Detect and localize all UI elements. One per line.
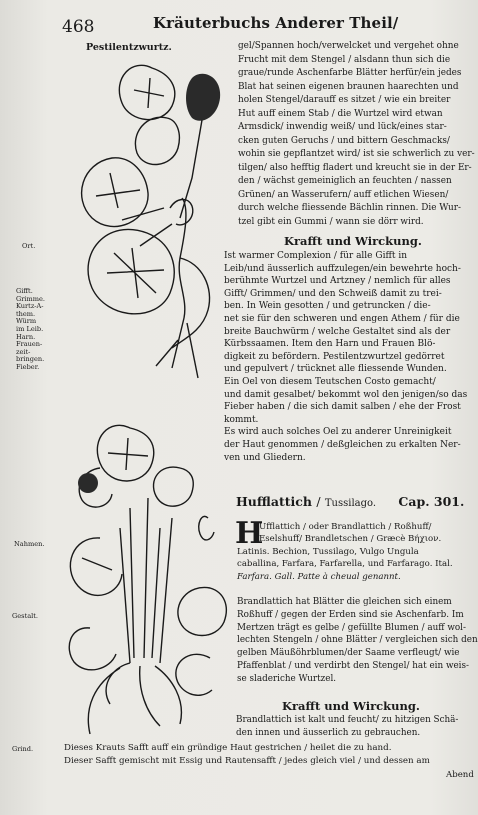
text-hufflattich-description: Brandlattich hat Blätter die gleichen sich einem Roßhuff / gegen der Erden sind sie Aschenfarb. Im Mertzen trägt es gelbe / gefüllte Blumen / auff wol- lechten Stengeln / ohne Blätter / vergleichen sich den gelben Mäußöhrblumen/der Saame verfleugt/ wie Pfaffenblat / und verdirbt den Stengel/ hat ein weis- se sladeriche Wurtzel. — [237, 597, 478, 684]
margin-note-nahmen: Nahmen. — [14, 540, 45, 548]
margin-note-gestalt: Gestalt. — [12, 612, 38, 620]
decorative-initial-letter: H — [235, 516, 264, 551]
margin-note-grind: Grind. — [12, 745, 34, 753]
margin-note-gifft-block: Gifft. Grimme. Kurtz-A- them. Würm im Leib. Harn. Frauen- zeit- bringen. Fieber. — [16, 287, 46, 371]
heading-chapter-number: Cap. 301. — [398, 494, 465, 509]
text-hufflattich-intro: Ufflattich / oder Brandlattich / Roßhuff/ Eselshuff/ Brandletschen / Græcè Βήχιον. Latinis. Bechion, Tussilago, Vulgo Ungula caballina, Farfara, Farfarella, und Farfarago. Ital. Farfara. Gall. Patte à cheual genannt. — [237, 522, 453, 582]
catchword: Abend — [446, 770, 474, 780]
heading-krafft-und-wirckung-2: Krafft und Wirckung. — [282, 699, 420, 713]
margin-note-ort: Ort. — [22, 242, 36, 250]
heading-krafft-und-wirckung-1: Krafft und Wirckung. — [284, 234, 422, 248]
running-title: Kräuterbuchs Anderer Theil/ — [153, 14, 399, 32]
text-full-width-bottom: Dieses Krauts Safft auff ein gründige Haut gestrichen / heilet die zu hand. Dieser Safft gemischt mit Essig und Rautensafft / jedes gleich viel / und dessen am — [64, 743, 430, 767]
text-krafft-und-wirckung-2: Brandlattich ist kalt und feucht/ zu hitzigen Schä- den innen und äusserlich zu gebrauchen. — [236, 715, 459, 738]
heading-hufflattich-latin: Tussilago. — [324, 498, 377, 509]
heading-hufflattich-name: Hufflattich — [236, 494, 312, 509]
text-column-section-1: gel/Spannen hoch/verwelcket und vergehet ohne Frucht mit dem Stengel / alsdann thun sich die graue/runde Aschenfarbe Blätter herfür/ein jedes Blat hat seinen eigenen braunen haarechten und holen Stengel/darauff es sitzet / wie ein breiter Hut auff einem Stab / die Wurtzel wird etwan Armsdick/ inwendig weiß/ und lück/eines star- cken guten Geruchs / und bittern Geschmacks/ wohin sie gepflantzet wird/ ist sie schwerlich zu ver- tilgen/ also hefftig fladert und kreucht sie in der Er- den / wächst gemeiniglich an feuchten / nassen Grünen/ an Wasserufern/ auff etlichen Wiesen/ durch welche fliessende Bächlin rinnen. Die Wur- tzel gibt ein Gummi / wann sie dörr wird. — [238, 41, 475, 227]
butterbur-woodcut-illustration — [52, 48, 242, 393]
heading-hufflattich-chapter — [236, 494, 464, 509]
text-column-section-2: Ist warmer Complexion / für alle Gifft in Leib/und äusserlich auffzulegen/ein bewehrte hoch- berühmte Wurtzel und Artzney / nemlich für alles Gifft/ Grimmen/ und den Schweiß damit zu trei- ben. In Wein gesotten / und getruncken / die- net sie für den schweren und engen Athem / für die breite Bauchwürm / welche Gestaltet sind als der Kürbssaamen. Item den Harn und Frauen Blö- digkeit zu befördern. Pestilentzwurtzel gedörret und gepulvert / trücknet alle fliessende Wunden. Ein Oel von diesem Teutschen Costo gemacht/ und damit gesalbet/ bekommt wol den jenigen/so das Fieber haben / die sich damit salben / ehe der Frost kommt. Es wird auch solches Oel zu anderer Unreinigkeit der Haut genommen / deßgleichen zu erkalten Ner- ven und Gliedern. — [224, 251, 468, 463]
coltsfoot-woodcut-illustration — [60, 408, 230, 748]
figure-caption: Pestilentzwurtz. — [86, 42, 172, 53]
page-number: 468 — [62, 17, 95, 37]
heading-hufflattich-separator: / — [316, 494, 321, 509]
